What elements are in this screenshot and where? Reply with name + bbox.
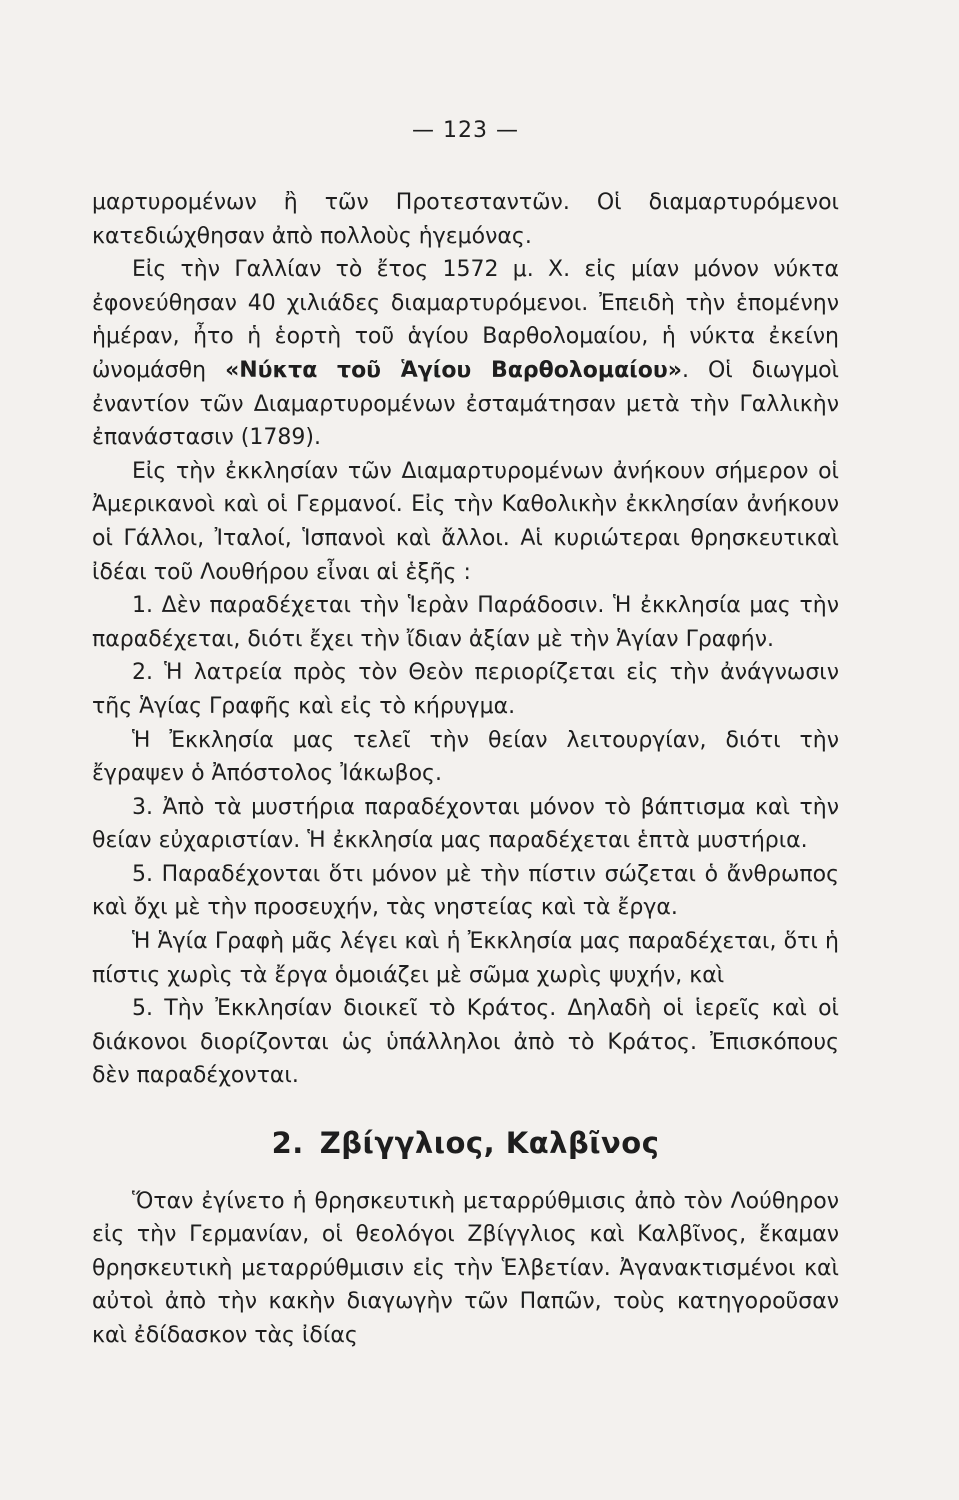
paragraph-9: Ἡ Ἁγία Γραφὴ μᾶς λέγει καὶ ἡ Ἐκκλησία μας παραδέχεται, ὅτι ἡ πίστις χωρὶς τὰ ἔργα ὁμοιάζει μὲ σῶμα χωρὶς ψυχήν, καὶ	[92, 929, 839, 988]
paragraph-8: 5. Παραδέχονται ὅτι μόνον μὲ τὴν πίστιν σώζεται ὁ ἄνθρωπος καὶ ὄχι μὲ τὴν προσευχήν, τὰς νηστείας καὶ τὰ ἔργα.	[92, 861, 839, 921]
paragraph-3: Εἰς τὴν ἐκκλησίαν τῶν Διαμαρτυρομένων ἀνήκουν σήμερον οἱ Ἀμερικανοὶ καὶ οἱ Γερμανοί. Εἰς τὴν Καθολικὴν ἐκκλησίαν ἀνήκουν οἱ Γάλλοι, Ἰταλοί, Ἱσπανοὶ καὶ ἄλλοι. Αἱ κυριώτεραι θρησκευτικαὶ ἰδέαι τοῦ Λουθήρου εἶναι αἱ ἑξῆς :	[92, 458, 839, 585]
body-text	[92, 186, 839, 1353]
paragraph-2-text-after: . Οἱ διωγμοὶ ἐναντίον τῶν Διαμαρτυρομένων ἐσταμάτησαν μετὰ τὴν Γαλλικὴν ἐπανάστασιν (1789).	[92, 357, 839, 451]
paragraph-10: 5. Τὴν Ἐκκλησίαν διοικεῖ τὸ Κράτος. Δηλαδὴ οἱ ἱερεῖς καὶ οἱ διάκονοι διορίζονται ὡς ὑπάλληλοι ἀπὸ τὸ Κράτος. Ἐπισκόπους δὲν παραδέχονται.	[92, 996, 839, 1089]
section-number: 2.	[271, 1126, 304, 1161]
page-number: — 123 —	[412, 118, 519, 143]
paragraph-6: Ἡ Ἐκκλησία μας τελεῖ τὴν θείαν λειτουργίαν, διότι τὴν ἔγραψεν ὁ Ἀπόστολος Ἰάκωβος.	[92, 727, 839, 787]
paragraph-2-text-before: Εἰς τὴν Γαλλίαν τὸ ἔτος 1572 μ. Χ. εἰς μίαν μόνον νύκτα ἐφονεύθησαν 40 χιλιάδες διαμαρτυρόμενοι. Ἐπειδὴ τὴν ἑπομένην ἡμέραν, ἦτο ἡ ἑορτὴ τοῦ ἁγίου Βαρθολομαίου, ἡ νύκτα ἐκείνη ὠνομάσθη	[92, 257, 839, 383]
paragraph-5: 2. Ἡ λατρεία πρὸς τὸν Θεὸν περιορίζεται εἰς τὴν ἀνάγνωσιν τῆς Ἁγίας Γραφῆς καὶ εἰς τὸ κήρυγμα.	[92, 660, 839, 719]
section-heading	[92, 1127, 839, 1161]
paragraph-7: 3. Ἀπὸ τὰ μυστήρια παραδέχονται μόνον τὸ βάπτισμα καὶ τὴν θείαν εὐχαριστίαν. Ἡ ἐκκλησία μας παραδέχεται ἑπτὰ μυστήρια.	[92, 794, 839, 854]
section-title: Ζβίγγλιος, Καλβῖνος	[319, 1126, 660, 1161]
section-paragraph: Ὅταν ἐγίνετο ἡ θρησκευτικὴ μεταρρύθμισις ἀπὸ τὸν Λούθηρον εἰς τὴν Γερμανίαν, οἱ θεολόγοι Ζβίγγλιος καὶ Καλβῖνος, ἔκαμαν θρησκευτικὴ μεταρρύθμισιν εἰς τὴν Ἑλβετίαν. Ἀγανακτισμένοι καὶ αὐτοὶ ἀπὸ τὴν κακὴν διαγωγὴν τῶν Παπῶν, τοὺς κατηγοροῦσαν καὶ ἐδίδασκον τὰς ἰδίας	[92, 1188, 839, 1348]
paragraph-4: 1. Δὲν παραδέχεται τὴν Ἱερὰν Παράδοσιν. Ἡ ἐκκλησία μας τὴν παραδέχεται, διότι ἔχει τὴν ἴδιαν ἀξίαν μὲ τὴν Ἁγίαν Γραφήν.	[92, 593, 839, 652]
paragraph-2-emphasis: «Νύκτα τοῦ Ἁγίου Βαρθολομαίου»	[225, 357, 682, 383]
paragraph-1: μαρτυρομένων ἢ τῶν Προτεσταντῶν. Οἱ διαμαρτυρόμενοι κατεδιώχθησαν ἀπὸ πολλοὺς ἡγεμόνας.	[92, 190, 839, 249]
paragraph-2	[92, 253, 839, 455]
